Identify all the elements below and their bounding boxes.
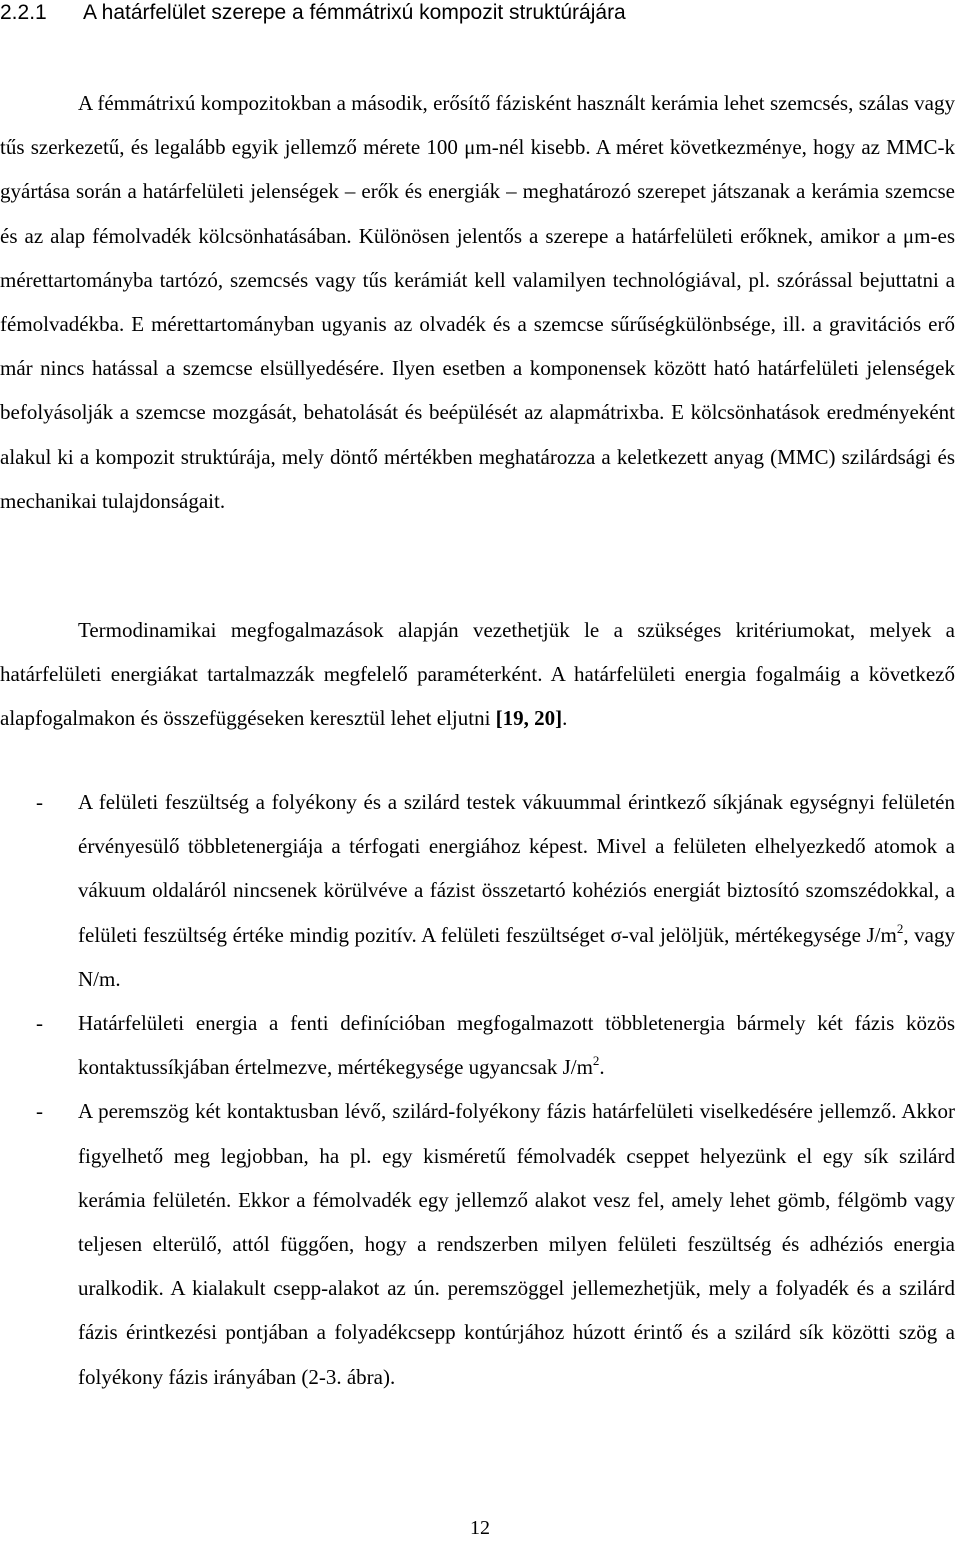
paragraph-1-sentence-1: A fémmátrixú kompozitokban a második, erősítő fázisként használt kerámia lehet szemcsés, szálas vagy tűs szerkezetű, és legalább egyik jellemző mérete 100 μm-nél kisebb. <box>0 91 955 160</box>
paragraph-2-text: Termodinamikai megfogalmazások alapján vezethetjük le a szükséges kritériumokat, melyek a határfelületi energiákat tartalmazzák megfelelő paraméterként. A határfelületi energia fogalmáig a következő alapfogalmakon és összefüggéseken keresztül lehet eljutni <box>0 618 955 731</box>
paragraph-1-sentence-3: Ilyen esetben a komponensek között ható határfelületi jelenségek befolyásolják a szemcse mozgását, behatolását és beépülését az alapmátrixba. E kölcsönhatások eredményeként alakul ki a kompozit struktúrája, mely döntő mértékben meghatározza a keletkezett anyag (MMC) szilárdsági és mechanikai tulajdonságait. <box>0 356 955 513</box>
list-dash: - <box>36 790 43 814</box>
list-item-contact-angle <box>0 1089 955 1398</box>
paragraph-2-end: . <box>562 706 568 731</box>
paragraph-1 <box>0 81 955 523</box>
section-number: 2.2.1 <box>0 1 47 24</box>
list-item-interfacial-energy <box>0 1001 955 1089</box>
citation: [19, 20] <box>495 706 563 731</box>
paragraph-2 <box>0 608 955 741</box>
list-item-2-text: Határfelületi energia a fenti definícióban megfogalmazott többletenergia bármely két fázis közös kontaktussíkjában értelmezve, mértékegysége ugyancsak J/m <box>78 1011 955 1080</box>
definition-list <box>0 780 955 1399</box>
list-item-1-end: , vagy N/m. <box>78 922 955 991</box>
section-heading <box>0 0 960 28</box>
section-title: A határfelület szerepe a fémmátrixú kompozit struktúrájára <box>83 1 626 24</box>
page-number: 12 <box>470 1517 490 1539</box>
list-item-2-superscript: 2 <box>592 1053 600 1069</box>
list-item-surface-tension <box>0 780 955 1001</box>
list-dash: - <box>36 1011 43 1036</box>
list-item-1-text: A felületi feszültség a folyékony és a szilárd testek vákuummal érintkező síkjának egységnyi felületén érvényesülő többletenergiája a térfogati energiához képest. Mivel a felületen elhelyezkedő atomok a vákuum oldaláról nincsenek körülvéve a fázist összetartó kohéziós energiát biztosító szomszédokkal, a felületi feszültség értéke mindig pozitív. A felületi feszültséget σ-val jelöljük, mértékegysége J/m <box>78 790 955 947</box>
list-dash: - <box>36 1099 43 1124</box>
paragraph-1-sentence-2: A méret következménye, hogy az MMC-k gyártása során a határfelületi jelenségek – erők és energiák – meghatározó szerepet játszanak a kerámia szemcse és az alap fémolvadék kölcsönhatásában. Különösen jelentős a szerepe a határfelületi erőknek, amikor a μm-es mérettartományba tartózó, szemcsés vagy tűs kerámiát kell valamilyen technológiával, pl. szórással bejuttatni a fémolvadékba. E mérettartományban ugyanis az olvadék és a szemcse sűrűségkülönbsége, ill. a gravitációs erő már nincs hatással a szemcse elsüllyedésére. <box>0 135 956 381</box>
list-item-2-end: . <box>599 1055 605 1080</box>
list-item-3-text: A peremszög két kontaktusban lévő, szilárd-folyékony fázis határfelületi viselkedésére jellemző. Akkor figyelhető meg legjobban, ha pl. egy kisméretű fémolvadék cseppet helyezünk el egy sík szilárd kerámia felületén. Ekkor a fémolvadék egy jellemző alakot vesz fel, amely lehet gömb, félgömb vagy teljesen elterülő, attól függően, hogy a rendszerben milyen felületi feszültség és adhéziós energia uralkodik. A kialakult csepp-alakot az ún. peremszöggel jellemezhetjük, mely a folyadék és a szilárd fázis érintkezési pontjában a folyadékcsepp kontúrjához húzott érintő és a szilárd sík közötti szög a folyékony fázis irányában (2-3. ábra). <box>78 1099 955 1389</box>
list-item-1-superscript: 2 <box>896 920 904 936</box>
